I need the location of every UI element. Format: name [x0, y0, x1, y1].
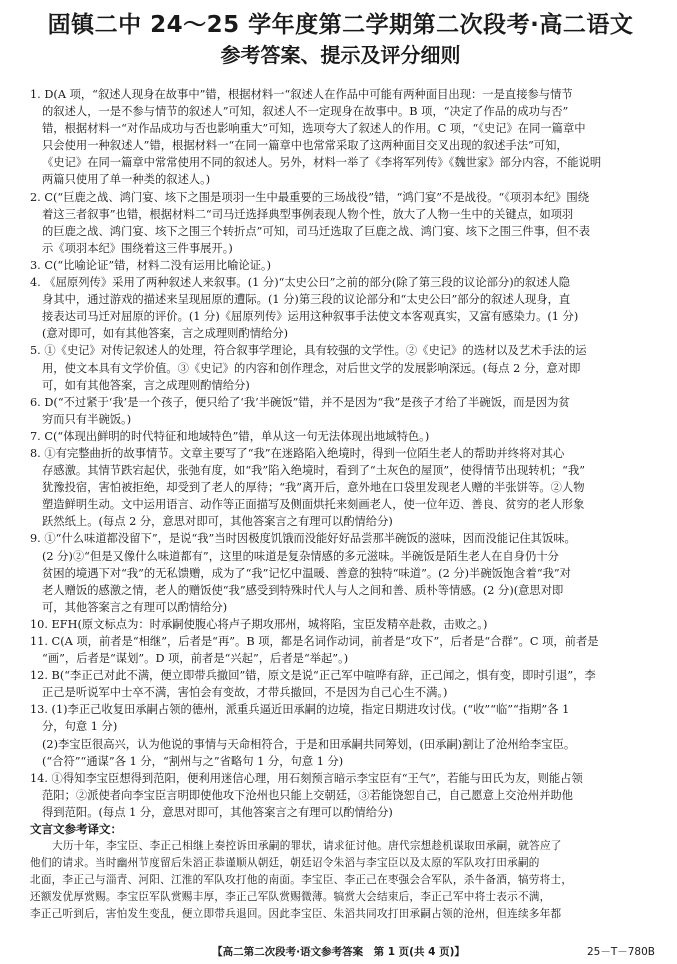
answer-line: 可，其他答案言之有理可以酌情给分) — [42, 600, 228, 614]
answer-line: 5. ①《史记》对传记叙述人的处理，符合叙事学理论，具有较强的文学性。②《史记》的选材以及艺术手法的运 — [30, 344, 587, 358]
answer-item — [30, 616, 651, 633]
answer-line: 范阳；②派使者向李宝臣言明即使他攻下沧州也只能上交朝廷，③若能饶恕自己，自己愿意上交沧州并助他 — [42, 788, 573, 802]
answer-list — [30, 86, 651, 821]
translation-heading: 文言文参考译文： — [30, 822, 122, 837]
translation-line: 李正己听到后，害怕发生变乱，便立即带兵退回。因此李宝臣、朱滔共同攻打田承嗣占领的沧州，但连续多年都 — [30, 907, 562, 920]
page-footer — [0, 942, 677, 962]
answer-line: 2. C(“巨鹿之战、鸿门宴、垓下之围是项羽一生中最重要的三场战役”错，“鸿门宴”不是战役。“《项羽本纪》围绕 — [30, 190, 590, 204]
answer-line: 的巨鹿之战、鸿门宴、垓下之围三个转折点”可知，司马迁选取了巨鹿之战、鸿门宴、垓下之围三件事，但不表 — [42, 224, 591, 238]
answer-line: (2 分)②“但是又像什么味道都有”，这里的味道是复杂情感的多元滋味。半碗饭是陌生老人在自身仍十分 — [42, 549, 559, 563]
answer-line: (“合符”“通谋”各 1 分，“割州与之”省略句 1 分，句意 1 分) — [42, 754, 344, 768]
page-title: 固镇二中 24～25 学年度第二学期第二次段考·高二语文 — [47, 12, 634, 38]
answer-item — [30, 445, 651, 530]
answer-line: 9. ①“什么味道都没留下”，是说“我”当时因极度饥饿而没能好好品尝那半碗饭的滋味，因而没能记住其饭味。 — [30, 532, 576, 546]
answer-line: 7. C(“体现出鲜明的时代特征和地域特色”错，单从这一句无法体现出地域特色。) — [30, 429, 430, 443]
answer-line: (意对即可，如有其他答案，言之成理则酌情给分) — [42, 327, 289, 341]
answer-line: 穷而只有半碗饭。) — [42, 412, 132, 426]
answer-item — [30, 394, 651, 428]
answer-line: 8. ①有完整曲折的故事情节。文章主要写了“我”在迷路陷入绝境时，得到一位陌生老人的帮助并终将对其心 — [30, 446, 565, 460]
answer-line: 塑造鲜明生动。文中运用语言、动作等正面描写及侧面烘托来刻画老人，使一位年迈、善良、贫穷的老人形象 — [42, 498, 585, 512]
translation-line: 北面，李正己与淄青、河阳、江淮的军队攻打他的南面。李宝臣、李正己在枣强会合军队，杀牛备酒，犒劳将士， — [30, 873, 573, 886]
answer-line: 存感激。其情节跌宕起伏，张弛有度，如“我”陷入绝境时，看到了“土灰色的屋顶”，使得情节出现转机；“我” — [42, 464, 586, 478]
translation-line: 还额发优厚赏赐。李宝臣军队赏赐丰厚，李正己军队赏赐微薄。犒赏大会结束后，李正己军中将士表示不满， — [30, 890, 551, 903]
answer-item — [30, 770, 651, 821]
answer-line: 用，使文本具有文学价值。③《史记》的内容和创作理念，对后世文学的发展影响深远。(每点 2 分，意对即 — [42, 361, 581, 375]
answer-item — [30, 189, 651, 257]
answer-line: 贫困的境遇下对“我”的无私馈赠，成为了“我”记忆中温暖、善意的独特“味道”。(2 分)半碗饭饱含着“我”对 — [42, 566, 571, 580]
answer-item — [30, 633, 651, 667]
answer-item — [30, 701, 651, 769]
answer-item — [30, 257, 651, 274]
answer-line: 的叙述人，一是不参与情节的叙述人”可知，叙述人不一定现身在故事中。B 项，“决定了作品的成功与否” — [42, 105, 569, 119]
answer-item — [30, 530, 651, 615]
answer-item — [30, 342, 651, 393]
translation-line: 他们的请求。当时幽州节度留后朱滔正恭谨顺从朝廷，朝廷诏令朱滔与李宝臣以及太原的军队攻打田承嗣的 — [30, 856, 540, 869]
answer-line: (2)李宝臣很高兴，认为他说的事情与天命相符合，于是和田承嗣共同筹划，(田承嗣)割让了沧州给李宝臣。 — [42, 737, 576, 751]
answer-line: 跃然纸上。(每点 2 分，意思对即可，其他答案言之有理可以酌情给分) — [42, 515, 393, 529]
answer-line: 3. C(“比喻论证”错，材料二没有运用比喻论证。) — [30, 258, 272, 272]
answer-line: 12. B(“李正己对此不满，便立即带兵撤回”错，原文是说“正己军中喧哗有辞，正己闻之，惧有变，即时引退”，李 — [30, 669, 596, 683]
answer-line: 可，如有其他答案，言之成理则酌情给分) — [42, 378, 250, 392]
answer-item — [30, 274, 651, 342]
translation-line: 大历十年，李宝臣、李正己相继上奏控诉田承嗣的罪状，请求征讨他。唐代宗想趁机谋取田承嗣，就答应了 — [52, 840, 562, 853]
answer-line: 老人赠饭的感激之情，老人的赠饭使“我”感受到特殊时代人与人之间和善、质朴等情感。(2 分)(意思对即 — [42, 583, 564, 597]
answer-item — [30, 667, 651, 701]
answer-line: 只会使用一种叙述人”错，根据材料一“在同一篇章中也常常采取了这两种面目交叉出现的叙述手法”可知， — [42, 139, 568, 153]
page-subtitle: 参考答案、提示及评分细则 — [220, 43, 461, 67]
answer-line: 分，句意 1 分) — [42, 720, 118, 734]
answer-line: 犹豫投宿，害怕被拒绝，却受到了老人的厚待；“我”离开后，意外地在口袋里发现老人赠的半张饼等。②人物 — [42, 481, 585, 495]
footer-page-info: 【高二第二次段考·语文参考答案 第 1 页(共 4 页)】 — [212, 946, 465, 958]
answer-line: 两篇只使用了单一种类的叙述人。) — [42, 173, 211, 187]
footer-code: 25－T－780B — [586, 946, 655, 958]
answer-line: 正己是听说军中士卒不满，害怕会有变故，才带兵撤回，不是因为自己心生不满。) — [42, 686, 448, 700]
answer-line: 14. ①得知李宝臣想得到范阳，便利用迷信心理，用石刻预言暗示李宝臣有“王气”，若能与田氏为友，则能占领 — [30, 771, 583, 785]
answer-line: 得到范阳。(每点 1 分，意思对即可，其他答案言之有理可以酌情给分) — [42, 805, 393, 819]
answer-line: 示《项羽本纪》围绕着这三件事展开。) — [42, 241, 233, 255]
answer-item — [30, 86, 651, 189]
answer-line: 接表达司马迁对屈原的评价。(1 分)《屈原列传》运用这种叙事手法使文本客观真实，又富有感染力。(1 分) — [42, 310, 579, 324]
answer-line: 错，根据材料一“对作品成功与否也影响重大”可知，选项夸大了叙述人的作用。C 项，“《史记》在同一篇章中 — [42, 122, 586, 136]
translation-body — [30, 838, 651, 923]
answer-item — [30, 428, 651, 445]
answer-line: 6. D(“不过紧于‘我’是一个孩子，便只给了‘我’半碗饭”错，并不是因为“我”是孩子才给了半碗饭，而是因为贫 — [30, 395, 570, 409]
answer-line: 4. 《屈原列传》采用了两种叙述人来叙事。(1 分)“太史公曰”之前的部分(除了第三段的议论部分)的叙述人隐 — [30, 276, 571, 290]
answer-line: 身其中，通过游戏的描述来呈现屈原的遭际。(1 分)第三段的议论部分和“太史公曰”部分的叙述人现身，直 — [42, 293, 571, 307]
answer-line: 着这三者叙事”也错，根据材料二“司马迁选择典型事例表现人物个性，放大了人物一生中的关键点，如项羽 — [42, 207, 574, 221]
answer-line: 11. C(A 项，前者是“相继”，后者是“再”。B 项，都是名词作动词，前者是“攻下”，后者是“合群”。C 项，前者是 — [30, 635, 599, 648]
answer-line: “画”，后者是“谋划”。D 项，前者是“兴起”，后者是“举起”。) — [42, 652, 349, 666]
answer-line: 13. (1)李正己收复田承嗣占领的德州，派重兵逼近田承嗣的边境，指定日期进攻讨伐。(“收”“临”“指期”各 1 — [30, 703, 570, 717]
answer-line: 10. EFH(原文标点为：时承嗣使腹心将卢子期攻邢州，城将陷，宝臣发精卒赴救，击败之。) — [30, 617, 488, 631]
answer-line: 1. D(A 项，“叙述人现身在故事中”错，根据材料一“叙述人在作品中可能有两种面目出现：一是直接参与情节 — [30, 88, 573, 101]
answer-line: 《史记》在同一篇章中常常使用不同的叙述人。另外，材料一举了《李将军列传》《魏世家》部分内容，不能说明 — [42, 156, 602, 170]
